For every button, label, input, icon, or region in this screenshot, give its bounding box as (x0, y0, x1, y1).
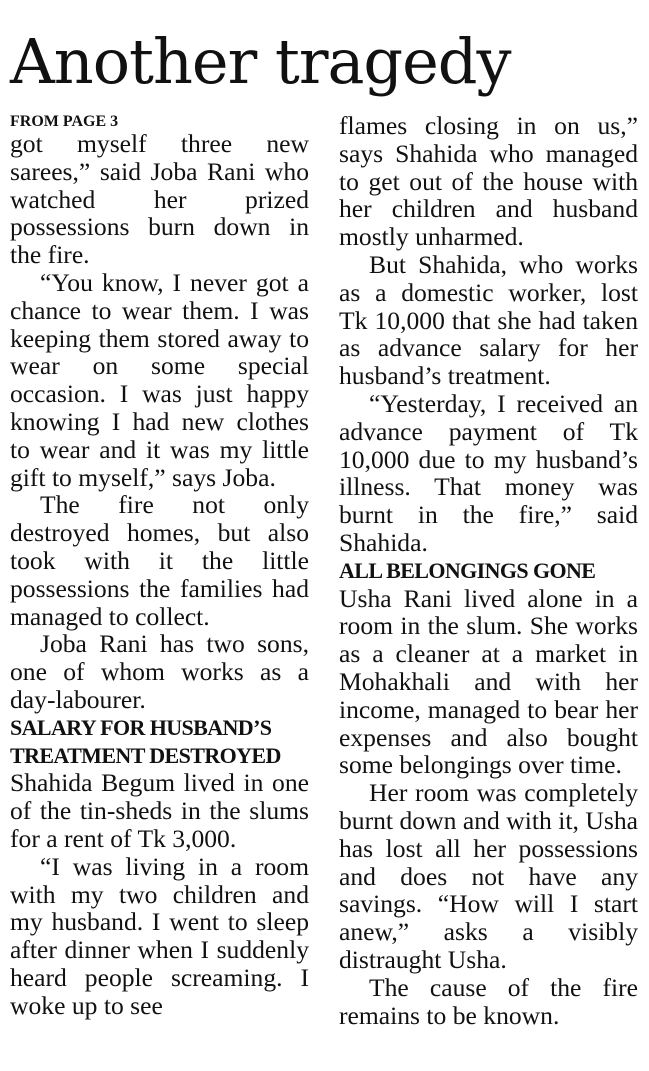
paragraph: But Shahida, who works as a domestic worker, lost Tk 10,000 that she had taken as advance salary for her husband’s treatment. (339, 249, 638, 391)
headline: Another tragedy (10, 25, 511, 98)
paragraph: Usha Rani lived alone in a room in the slum. She works as a cleaner at a market in Mohakhali and with her income, managed to bear her expenses and also bought some belongings over time. (339, 583, 638, 780)
paragraph: Joba Rani has two sons, one of whom works as a day-labourer. (10, 629, 309, 714)
paragraph: got myself three new sarees,” said Joba Rani who watched her prized possessions burn down in the fire. (10, 129, 309, 270)
paragraph: Shahida Begum lived in one of the tin-sheds in the slums for a rent of Tk 3,000. (10, 768, 309, 853)
paragraph: “I was living in a room with my two children and my husband. I went to sleep after dinner when I suddenly heard people screaming. I woke up to see (10, 851, 309, 1020)
subheading-line: TREATMENT DESTROYED (10, 742, 281, 768)
paragraph: The fire not only destroyed homes, but also took with it the little possessions the families had managed to collect. (10, 490, 309, 631)
article-column-right (339, 112, 638, 1029)
paragraph: “You know, I never got a chance to wear them. I was keeping them stored away to wear on some special occasion. I was just happy knowing I had new clothes to wear and it was my little gift to myself,” says Joba. (10, 267, 309, 492)
paragraph: “Yesterday, I received an advance payment of Tk 10,000 due to my husband’s illness. That money was burnt in the fire,” said Shahida. (339, 388, 638, 557)
paragraph: flames closing in on us,” says Shahida who managed to get out of the house with her children and husband mostly unharmed. (339, 111, 638, 252)
paragraph: The cause of the fire remains to be known. (339, 972, 638, 1030)
paragraph: Her room was completely burnt down and with it, Usha has lost all her possessions and does not have any savings. “How will I start anew,” asks a visibly distraught Usha. (339, 778, 638, 974)
subheading-line: SALARY FOR HUSBAND’S (10, 714, 272, 740)
continued-from-label: FROM PAGE 3 (10, 113, 119, 130)
article-column-left (10, 112, 309, 1020)
subheading: ALL BELONGINGS GONE (339, 557, 596, 583)
